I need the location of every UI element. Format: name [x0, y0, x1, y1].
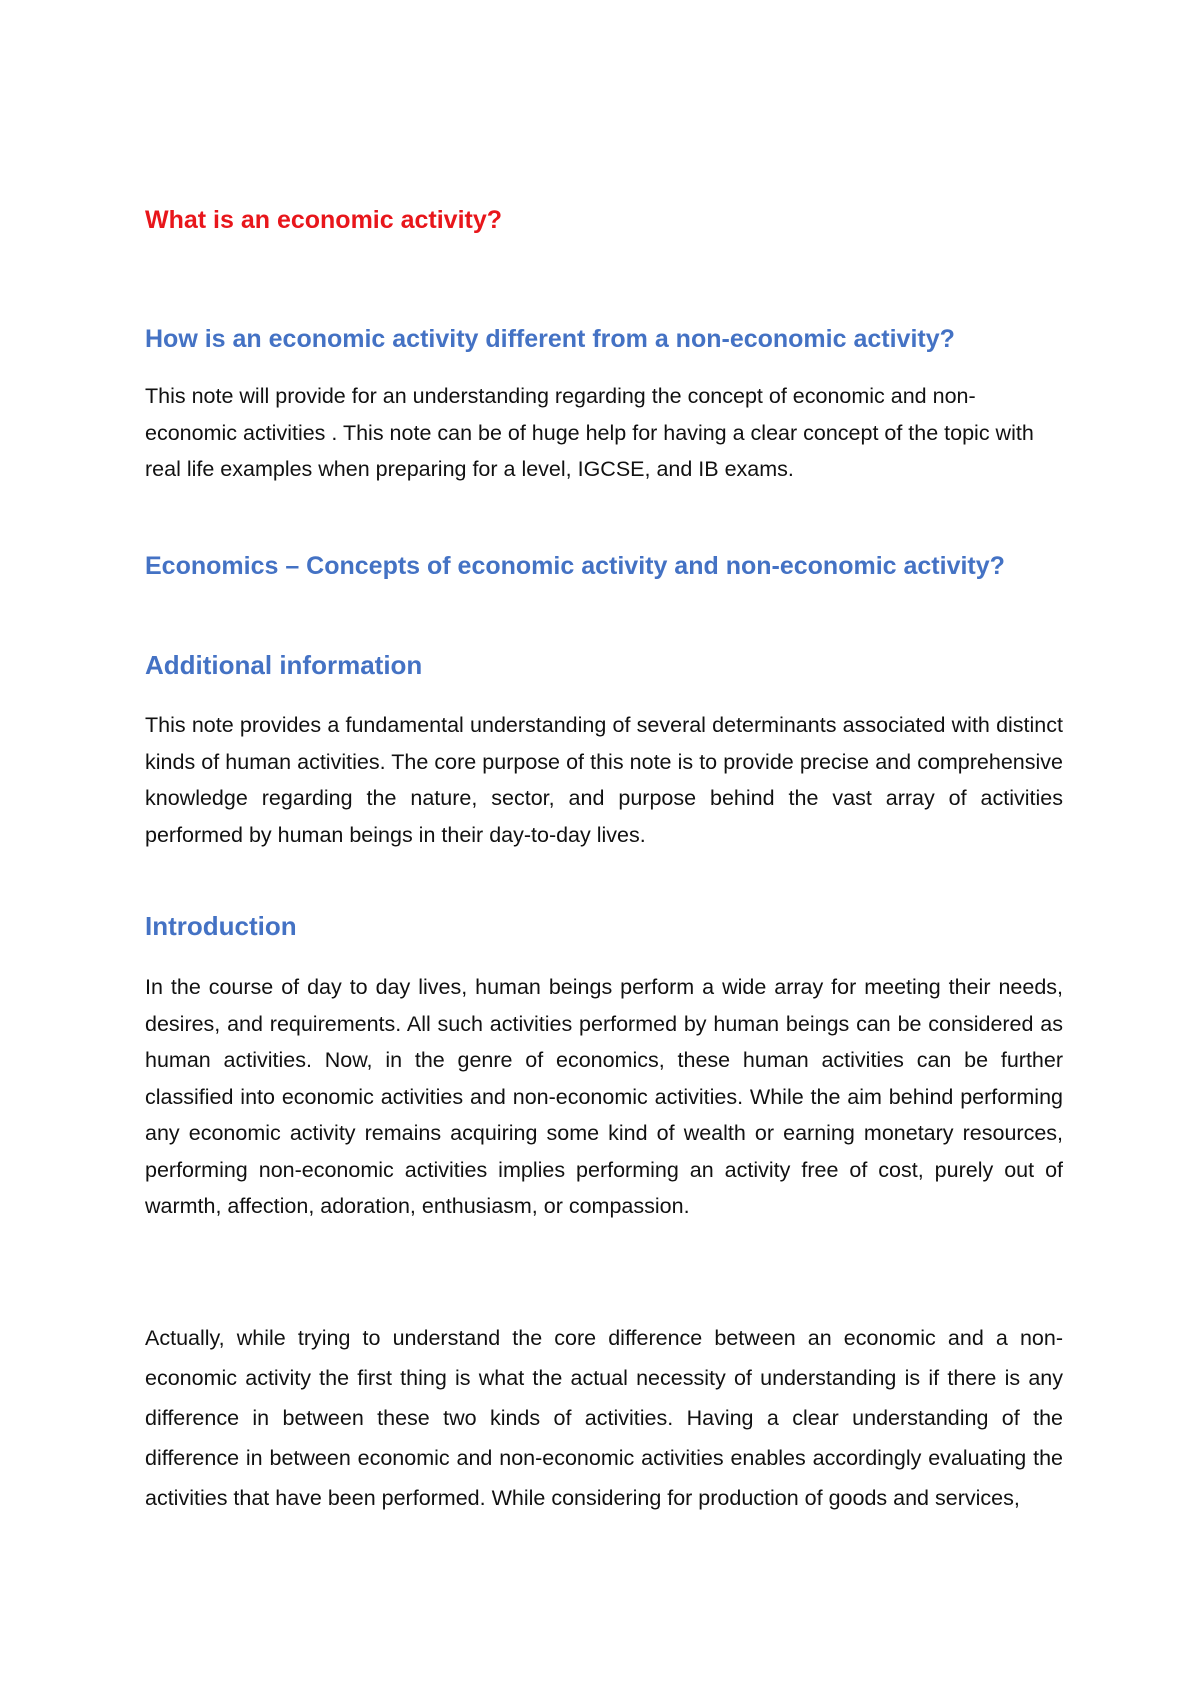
document-title: What is an economic activity?	[145, 206, 503, 234]
concepts-heading: Economics – Concepts of economic activity and non-economic activity?	[145, 552, 1005, 580]
additional-information-paragraph: This note provides a fundamental understanding of several determinants associated with distinct kinds of human activities. The core purpose of this note is to provide precise and comprehensive knowledge regarding the nature, sector, and purpose behind the vast array of activities performed by human beings in their day-to-day lives.	[145, 713, 1063, 847]
introduction-paragraph: In the course of day to day lives, human beings perform a wide array for meeting their needs, desires, and requirements. All such activities performed by human beings can be considered as human activities. Now, in the genre of economics, these human activities can be further classified into economic activities and non-economic activities. While the aim behind performing any economic activity remains acquiring some kind of wealth or earning monetary resources, performing non-economic activities implies performing an activity free of cost, purely out of warmth, affection, adoration, enthusiasm, or compassion.	[145, 975, 1063, 1218]
introduction-heading: Introduction	[145, 911, 297, 941]
additional-information-heading: Additional information	[145, 650, 423, 680]
difference-paragraph: Actually, while trying to understand the core difference between an economic and a non-economic activity the first thing is what the actual necessity of understanding is if there is any difference in between these two kinds of activities. Having a clear understanding of the difference in between economic and non-economic activities enables accordingly evaluating the activities that have been performed. While considering for production of goods and services,	[145, 1326, 1063, 1510]
intro-paragraph: This note will provide for an understanding regarding the concept of economic and non-economic activities . This note can be of huge help for having a clear concept of the topic with real life examples when preparing for a level, IGCSE, and IB exams.	[145, 384, 1034, 481]
question-heading: How is an economic activity different from a non-economic activity?	[145, 325, 955, 353]
